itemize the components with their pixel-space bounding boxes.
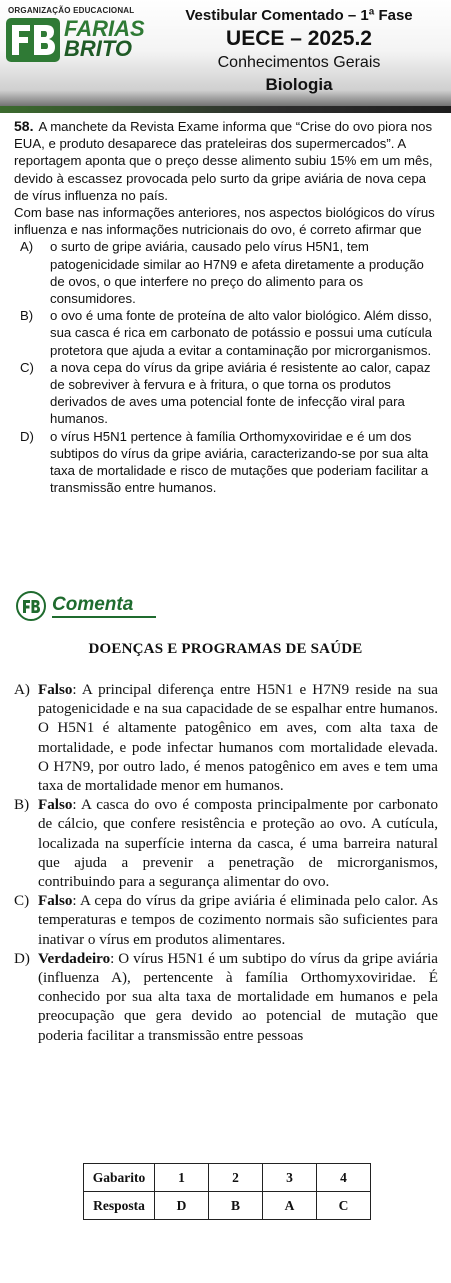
logo-word-farias: FARIAS <box>64 16 145 41</box>
answer-text <box>38 681 438 796</box>
answer-verdict: Falso <box>38 797 73 814</box>
answer-text <box>38 950 438 1046</box>
answer-d <box>14 950 438 1046</box>
section-title: DOENÇAS E PROGRAMAS DE SAÚDE <box>88 641 363 657</box>
logo-word-brito: BRITO <box>64 36 133 61</box>
answer-letter: A) <box>14 682 30 698</box>
option-d <box>14 428 438 497</box>
answer-verdict: Verdadeiro <box>38 950 111 967</box>
answer-explanation: : A principal diferença entre H5N1 e H7N9 reside na sua patogenicidade e na sua capacidade de se espalhar entre humanos. O H5N1 é altamente patogênico em aves, com alta taxa de mortalidade, e pode infectar humanos com mortalidade elevada. O H7N9, por outro lado, é menos patogênico em aves e tem uma taxa de mortalidade menor em humanos. <box>38 682 438 795</box>
table-cell: 1 <box>155 1164 209 1192</box>
answer-verdict: Falso <box>38 893 73 910</box>
table-cell: 3 <box>263 1164 317 1192</box>
page-header <box>0 0 451 113</box>
header-area: Conhecimentos Gerais <box>217 54 381 71</box>
option-letter: B) <box>20 308 34 324</box>
option-text: o ovo é uma fonte de proteína de alto valor biológico. Além disso, sua casca é rica em carbonato de potássio e possui uma cutícula protetora que ajuda a evitar a contaminação por microrganismos. <box>50 308 432 358</box>
farias-brito-logo <box>6 6 145 66</box>
table-header-cell: Resposta <box>84 1192 155 1220</box>
table-cell: 2 <box>209 1164 263 1192</box>
option-letter: A) <box>20 239 34 255</box>
option-b <box>14 307 438 359</box>
table-cell: D <box>155 1192 209 1220</box>
comenta-heading <box>16 591 216 621</box>
header-subject: Biologia <box>265 75 333 94</box>
header-edition: UECE – 2025.2 <box>226 27 372 50</box>
answer-text <box>38 892 438 950</box>
answer-letter: C) <box>14 893 30 910</box>
fb-logo-mark-icon <box>6 18 60 62</box>
answers-block <box>14 681 438 1046</box>
option-text: a nova cepa do vírus da gripe aviária é resistente ao calor, capaz de sobreviver à fervura e à fritura, o que torna os produtos derivados de aves uma potencial fonte de infecção viral para humanos. <box>50 359 431 427</box>
option-a <box>14 238 438 307</box>
answer-b <box>14 796 438 892</box>
logo-org-label: ORGANIZAÇÃO EDUCACIONAL <box>8 6 135 15</box>
answer-explanation: : A cepa do vírus da gripe aviária é eliminada pelo calor. As temperaturas e tempos de cozimento normais são suficientes para inativar o vírus em produtos alimentares. <box>38 893 438 948</box>
option-letter: C) <box>20 359 34 375</box>
header-divider-bar <box>0 106 451 113</box>
answer-letter: D) <box>14 950 30 967</box>
table-cell: 4 <box>317 1164 371 1192</box>
answer-explanation: : A casca do ovo é composta principalmente por carbonato de cálcio, que confere resistência e proteção ao ovo. A cutícula, localizada na superfície interna da casca, é uma barreira natural que ajuda a prevenir a penetração de microrganismos, contribuindo para a segurança alimentar do ovo. <box>38 797 438 891</box>
fb-comenta-icon <box>16 591 46 621</box>
table-row <box>84 1192 371 1220</box>
answer-text <box>38 796 438 892</box>
answer-a <box>14 681 438 796</box>
question-stem <box>14 118 438 238</box>
option-text: o surto de gripe aviária, causado pelo vírus H5N1, tem patogenicidade similar ao H7N9 e afeta diretamente a produção de ovos, o que interfere no preço do alimento para os consumidores. <box>50 239 424 307</box>
answer-verdict: Falso <box>38 682 73 698</box>
answer-key-table <box>83 1163 371 1220</box>
answer-c <box>14 892 438 950</box>
answer-letter: B) <box>14 797 30 814</box>
option-c <box>14 359 438 428</box>
table-row <box>84 1164 371 1192</box>
option-letter: D) <box>20 428 34 444</box>
question-number: 58. <box>14 118 34 134</box>
table-header-cell: Gabarito <box>84 1164 155 1192</box>
question-block <box>14 118 438 496</box>
question-stem-text-1: A manchete da Revista Exame informa que “Crise do ovo piora nos EUA, e produto desaparece das prateleiras dos supermercados”. A reportagem aponta que o preço desse alimento subiu 15% em um mês, devido à escassez provocada pelo surto da gripe aviária de nova cepa de vírus influenza no país. <box>14 119 433 203</box>
question-stem-text-2: Com base nas informações anteriores, nos aspectos biológicos do vírus influenza e nas informações nutricionais do ovo, é correto afirmar que <box>14 205 435 238</box>
header-titles <box>159 6 439 96</box>
table-cell: A <box>263 1192 317 1220</box>
table-cell: C <box>317 1192 371 1220</box>
comenta-underline <box>52 616 156 618</box>
comenta-label: Comenta <box>52 594 134 615</box>
table-cell: B <box>209 1192 263 1220</box>
option-text: o vírus H5N1 pertence à família Orthomyxoviridae e é um dos subtipos do vírus da gripe aviária, caracterizando-se por sua alta taxa de mortalidade e risco de mutações que poderiam facilitar a transmissão entre humanos. <box>50 428 429 496</box>
answer-explanation: : O vírus H5N1 é um subtipo do vírus da gripe aviária (influenza A), pertencente à família Orthomyxoviridae. É conhecido por sua alta taxa de mortalidade em humanos e pela preocupação que gera devido ao potencial de mutação que poderia facilitar a transmissão entre pessoas <box>38 950 438 1044</box>
header-exam-title: Vestibular Comentado – 1ª Fase <box>185 7 413 24</box>
